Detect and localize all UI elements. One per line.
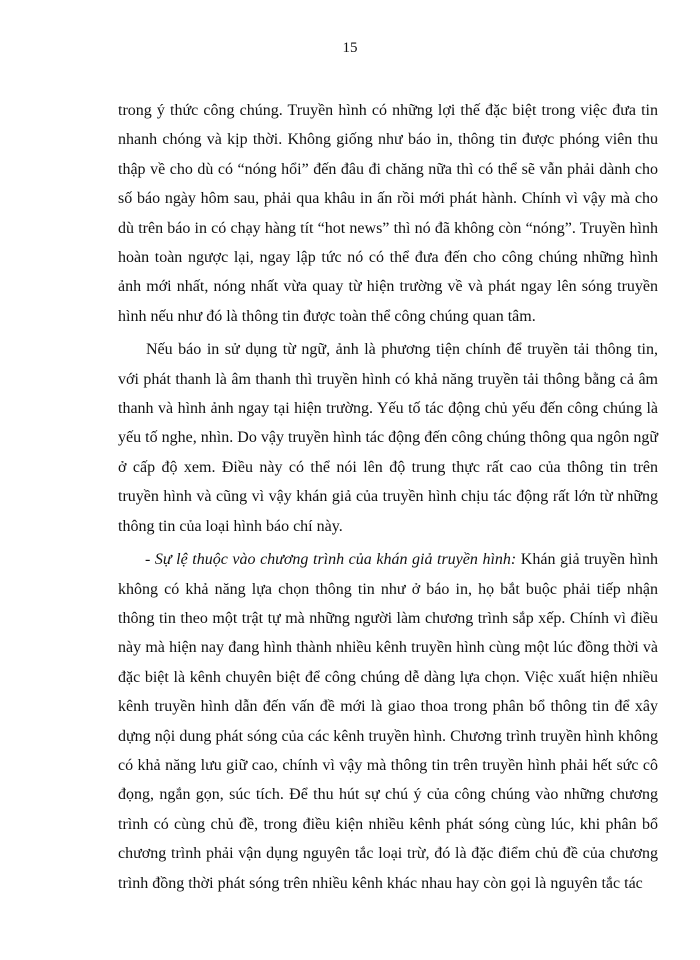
page-number: 15: [342, 40, 358, 56]
paragraph-3: [118, 545, 658, 898]
paragraph-1: trong ý thức công chúng. Truyền hình có những lợi thế đặc biệt trong việc đưa tin nhanh chóng và kịp thời. Không giống như báo in, thông tin được phóng viên thu thập về cho dù có “nóng hổi” đến đâu đi chăng nữa thì có thể sẽ vẫn phải dành cho số báo ngày hôm sau, phải qua khâu in ấn rồi mới phát hành. Chính vì vậy mà cho dù trên báo in có chạy hàng tít “hot news” thì nó đã không còn “nóng”. Truyền hình hoàn toàn ngược lại, ngay lập tức nó có thể đưa đến cho công chúng những hình ảnh mới nhất, nóng nhất vừa quay từ hiện trường về và phát ngay lên sóng truyền hình nếu như đó là thông tin được toàn thể công chúng quan tâm.: [118, 102, 658, 325]
paragraph-2: Nếu báo in sử dụng từ ngữ, ảnh là phương tiện chính để truyền tải thông tin, với phát thanh là âm thanh thì truyền hình có khả năng truyền tải thông bằng cả âm thanh và hình ảnh ngay tại hiện trường. Yếu tố tác động chủ yếu đến công chúng là yếu tố nghe, nhìn. Do vậy truyền hình tác động đến công chúng thông qua ngôn ngữ ở cấp độ xem. Điều này có thể nói lên độ trung thực rất cao của thông tin trên truyền hình và cũng vì vậy khán giả của truyền hình chịu tác động rất lớn từ những thông tin của loại hình báo chí này.: [118, 341, 658, 535]
paragraph-3-text: Khán giả truyền hình không có khả năng lựa chọn thông tin như ở báo in, họ bắt buộc phải tiếp nhận thông tin theo một trật tự mà những người làm chương trình sắp xếp. Chính vì điều này mà hiện nay đang hình thành nhiều kênh truyền hình cùng một lúc đồng thời và đặc biệt là kênh chuyên biệt để công chúng dễ dàng lựa chọn. Việc xuất hiện nhiều kênh truyền hình dẫn đến vấn đề mới là giao thoa trong phân bổ thông tin để xây dựng nội dung phát sóng của các kênh truyền hình. Chương trình truyền hình không có khả năng lưu giữ cao, chính vì vậy mà thông tin trên truyền hình phải hết sức cô đọng, ngắn gọn, súc tích. Để thu hút sự chú ý của công chúng vào những chương trình có cùng chủ đề, trong điều kiện nhiều kênh phát sóng cùng lúc, khi phân bổ chương trình phải vận dụng nguyên tắc loại trừ, đó là đặc điểm chủ đề của chương trình đồng thời phát sóng trên nhiều kênh khác nhau hay còn gọi là nguyên tắc tác: [118, 551, 658, 892]
paragraph-3-italic-lead: - Sự lệ thuộc vào chương trình của khán giả truyền hình:: [145, 551, 517, 569]
body-text: [118, 96, 658, 898]
